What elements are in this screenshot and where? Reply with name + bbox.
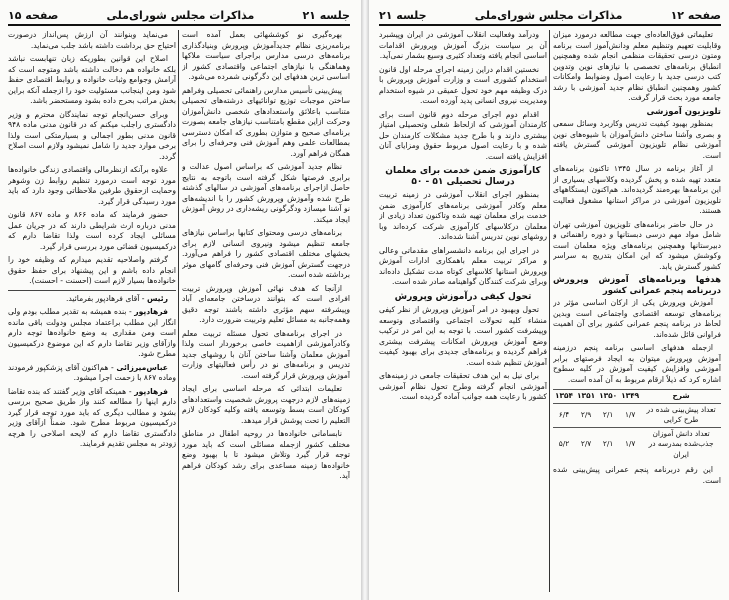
- table-cell: ۱/۷: [619, 403, 641, 427]
- paragraph: در حال حاضر برنامه‌های تلویزیون آموزشی تهران شامل مواد مهم درسی دبستانها و دوره راهنمائی و دبیرستانها وهمچنین برنامه‌های ویژه معلمان است وکوشش میشود که این امکان بتدریج به سراسر کشور گسترش یابد.: [553, 219, 721, 271]
- table-cell: ۶/۴: [553, 403, 575, 427]
- speech-text: همینکه آقای وزیر گفتند که بنده تقاضا دارم اینها را مطالعه کنند واز طریق صحیح بررسی بشود و مطالب دیگری که باید مورد توجه قرار گیرد درکمیسیون مربوط مطرح شود. ضمناً ازآقای وزیر دادگستری تقاضا دارم که لایحه اصلاحی را هرچه زودتر به مجلس تقدیم فرمایند.: [8, 386, 176, 448]
- speaker-name: فرهادپور: [134, 386, 168, 396]
- right-header-title: مذاکرات مجلس شورای‌ملی: [474, 8, 623, 22]
- right-page-left-column: [379, 30, 547, 592]
- section-heading: تلویزیون آموزشی: [646, 106, 721, 117]
- table-cell: ۲/۷: [575, 427, 597, 461]
- paragraph: ودرآمد وفعالیت انقلاب آموزشی در ایران وپیشبرد آن بر سیاست بزرگ آموزش وپرورش اقدامات اساسی انجام یافته وتعداد کثیری وسیع بشمار نمی‌آید.: [379, 30, 547, 60]
- speech: فرهادپور - همینکه آقای وزیر گفتند که بنده تقاضا دارم اینها را مطالعه کنند واز طریق صحیح بررسی بشود و مطالب دیگری که باید مورد توجه قرار گیرد درکمیسیون مربوط مطرح شود. ضمناً ازآقای وزیر دادگستری تقاضا دارم که لایحه اصلاحی را هرچه زودتر به مجلس تقدیم فرمایند.: [8, 386, 176, 448]
- book-gutter: [361, 0, 369, 600]
- table-header-cell: ۱۳۵۰: [597, 390, 619, 404]
- table-row: [553, 427, 721, 461]
- table-header-cell: شرح: [641, 390, 721, 404]
- paragraph: تحول وبهبود در امر آموزش وپرورش از نظر کیفی منشاء کلیه تحولات اجتماعی واقتصادی وتوسعه وپیشرفت کشور است. با توجه به این امر در ترکیب وضع آموزش وپرورش امکانات پیشرفت بیشتری فراهم گردیده و برنامه‌های جدیدی برای بهبود کیفیت آموزش تنظیم شده است.: [379, 305, 547, 367]
- paragraph: تعلیماتی فوق‌العاده‌ای جهت مطالعه درمورد میزان وقابلیت تعهیم وتنظیم معلم ودانش‌آموز است برنامه ومتون درسی تحقیقات منظمی انجام شده وهمچنین انطباق برنامه‌های تخصصی با نیازهای نوین وتدوین کتب درسی جدید با رعایت اصول وضوابط وامکانات کشور وهمچنین انطباق نظام جدید آموزشی با رشد جامعه مورد بحث قرار گرفت.: [553, 30, 721, 102]
- paragraph: برای نیل به این هدف تحقیقات جامعی در زمینه‌های آموزشی انجام گرفته وطرح تحول نظام آموزشی کشور با رعایت همه جوانب آماده گردیده است.: [379, 371, 547, 401]
- paragraph: در اجرای برنامه‌های تحول مسئله تربیت معلم وکادرآموزشی ازاهمیت خاصی برخوردار است ولذا آموزش معلمان وآشنا ساختن آنان با روشهای جدید تدریس و برنامه‌های نو در رأس فعالیتهای وزارت آموزش وپرورش قرار گرفته است.: [182, 328, 350, 380]
- paragraph: تعلیمات ابتدائی که مرحله اساسی برای ایجاد زمینه‌های لازم درجهت پرورش شخصیت واستعدادهای کودکان است بسط وتوسعه یافته وکلیه کودکان لازم التعلیم را تحت پوشش قرار میدهد.: [182, 384, 350, 425]
- table-cell: ۱/۷: [619, 427, 641, 461]
- paragraph: بمنظور بهبود کیفیت تدریس وکاربرد وسائل سمعی و بصری وآشنا ساختن دانش‌آموزان با شیوه‌های نوین آموزشی نظام تلویزیون آموزشی گسترش یافته است.: [553, 119, 721, 160]
- paragraph: می‌نماید وبنوانند آن ارزش پس‌انداز درصورت احتیاج حق برداشت داشته باشد جلب می‌نماید.: [8, 30, 176, 50]
- paragraph: حضور فرمایند که ماده ۸۶۶ و ماده ۸۶۷ قانون مدنی درباره ارث شرایطی دارند که در جریان عمل مسائلی ایجاد کرده است ولذا تقاضا دارم که درکمیسیون قضائی مورد بررسی قرار گیرد.: [8, 210, 176, 251]
- speaker-name: رئیس: [146, 293, 168, 303]
- left-page: [0, 0, 358, 600]
- paragraph: آموزش وپرورش یکی از ارکان اساسی مؤثر در برنامه‌های توسعه اقتصادی واجتماعی است وبدین لحاظ در برنامه پنجم عمرانی کشور برای آن اهمیت فراوانی قائل شده‌اند.: [553, 298, 721, 339]
- table-cell: ۲/۱: [597, 427, 619, 461]
- paragraph: علاوه برآنکه ازنظرمالی واقتصادی زندگی خانواده‌ها مورد توجه است درمورد تنظیم روابط زن وشوهر وحمایت ازحقوق طرفین ملاحظاتی وجود دارد که باید مورد رسیدگی قرار گیرد.: [8, 165, 176, 206]
- paragraph: برنامه‌های درسی ومحتوای کتابها براساس نیازهای جامعه تنظیم میشود ونیروی انسانی لازم برای بخشهای مختلف اقتصادی کشور را فراهم می‌آورد. درجهت گسترش آموزش فنی وحرفه‌ای گامهای موثر برداشته شده است.: [182, 228, 350, 279]
- paragraph: اصلاح این قوانین بطوریکه زبان تنهابست نباشد بلکه خانواده هم دخالت داشته باشد ومتوجه است که آرامش وجوامع وثبات خانواده و روابط اقتصادی حفظ شود ومن اینجانب مسئولیت خود را ازجمله آنکه براین بخش مراتب بحرج داده بشود ومستحضر باشد.: [8, 54, 176, 105]
- table-cell: تعداد دانش آموزان جذب‌شده بمدرسه در ایران: [641, 427, 721, 461]
- table-row: [553, 403, 721, 427]
- divider: [8, 290, 176, 291]
- section-heading: کارآموزی ضمن خدمت برای معلمان درسال تحصیلی ۵۱ - ۵۰: [385, 166, 541, 187]
- table-cell: تعداد پیش‌بینی شده در طرح کرایی: [641, 403, 721, 427]
- table-header-row: [553, 390, 721, 404]
- table-cell: ۲/۹: [575, 403, 597, 427]
- right-page-right-column: [553, 30, 721, 592]
- table-header-cell: ۱۳۴۹: [619, 390, 641, 404]
- speech: فرهادپور - بنده همیشه به تقدیر مطلب بودم ولی انگار این مطلب براعتماد مجلس ودولت باقی مانده است ومن مقداری به وضع خانواده‌ها توجه دارم وازآقای وزیر تقاضا دارم که این موضوع درکمیسیون مطرح شود.: [8, 307, 176, 358]
- left-session-number: جلسه ۲۱: [302, 8, 350, 22]
- paragraph: از آغاز برنامه در سال ۱۳۴۵ تاکنون برنامه‌های متعدد تهیه شده و پخش گردیده وکلاسهای بسیاری از این برنامه‌ها بهره‌مند گردیده‌اند. هم‌اکنون ایستگاههای تلویزیون آموزشی در مراکز استانها مشغول فعالیت هستند.: [553, 164, 721, 215]
- paragraph: پیش‌بینی تأسیس مدارس راهنمائی تحصیلی وفراهم ساختن موجبات توزیع توانائیهای درشته‌های تحصیلی متناسب باعلائق واستعدادهای شخصی دانش‌آموزان وحرکت ازاین مقطع بامتناسب نیازهای جامعه بصورت برنامه‌ای صحیح و متوازن بطوری که امکان دسترسی بمطالعات علمی وهم آموزش فنی وحرفه‌ای را برای همگان فراهم آورد.: [182, 85, 350, 158]
- right-page-header: [379, 6, 721, 26]
- right-page-number: صفحه ۱۲: [670, 8, 721, 22]
- left-page-left-column: [8, 30, 176, 592]
- left-page-header: [8, 6, 350, 26]
- statistics-table: [553, 389, 721, 461]
- column-divider: [549, 30, 550, 592]
- paragraph: بمنظور اجرای انقلاب آموزشی در زمینه تربیت معلم وکادر آموزشی برنامه‌های کارآموزی ضمن خدمت برای معلمان تهیه شده وتاکنون تعداد زیادی از معلمان درکلاسهای کارآموزی شرکت کرده‌اند وبا روشهای نوین تدریس آشنا شده‌اند.: [379, 190, 547, 241]
- speaker-name: عباس‌میرزائی: [116, 362, 168, 372]
- speech: عباس‌میرزائی - هم‌اکنون آقای پزشکپور فرمودند وماده ۸۶۷ با زحمت اجرا میشود.: [8, 362, 176, 382]
- column-divider: [178, 30, 179, 592]
- speaker-name: فرهادپور: [134, 307, 168, 316]
- paragraph: ازآنجا که هدف نهائی آموزش وپرورش تربیت افرادی است که بتوانند درساختن جامعه‌ای آباد وپیشرفته سهم مؤثری داشته باشند توجه دقیق وهمه‌جانبه به مسائل تعلیم وتربیت ضرورت دارد.: [182, 283, 350, 324]
- paragraph: نظام جدید آموزشی که براساس اصول عدالت و برابری فرصتها شکل گرفته است باتوجه به نتایج حاصل ازاجرای برنامه‌های آموزشی در سالهای گذشته طرح شده وآموزش وپرورش کشور را با اندیشه‌های نو آشنا میسازد ودگرگونی ریشه‌داری در روش آموزش ایجاد میکند.: [182, 162, 350, 224]
- speech-text: بنده همیشه به تقدیر مطلب بودم ولی انگار این مطلب براعتماد مجلس ودولت باقی مانده است ومن مقداری به وضع خانواده‌ها توجه دارم وازآقای وزیر تقاضا دارم که این موضوع درکمیسیون مطرح شود.: [8, 307, 176, 358]
- table-header-cell: ۱۳۵۱: [575, 390, 597, 404]
- speech-text: آقای فرهادپور بفرمائید.: [65, 293, 140, 303]
- left-page-right-column: [182, 30, 350, 592]
- left-header-title: مذاکرات مجلس شورای‌ملی: [106, 8, 255, 22]
- speech-text: هم‌اکنون آقای پزشکپور فرمودند وماده ۸۶۷ با زحمت اجرا میشود.: [8, 362, 176, 382]
- paragraph: نخستین اقدام دراین زمینه اجرای مرحله اول قانون استخدام کشوری است و وزارت آموزش وپرورش با درک وظیفه مهم خود تحول عمیقی در شیوه استخدام ومدیریت نیروی انسانی پدید آورده است.: [379, 64, 547, 105]
- left-page-number: صفحه ۱۵: [8, 8, 59, 22]
- paragraph: اقدام دوم اجرای مرحله دوم قانون است برای کارمندان آموزشی که ازلحاظ شغلی وتحصیلی امتیاز بیشتری دارند و با طرح جدید مشکلات کارمندان حل شده و با رعایت اصول مربوط حقوق ومزایای آنان افزایش یافته است.: [379, 109, 547, 161]
- paragraph: وبرای حسن‌انجام توجه نمایندگان محترم و وزیر دادگستری راجلب میکنم که در قانون مدنی ماده ۹۴۸ قانون مدنی بطور اجمالی و بسیارمتکی است ولذا برخی موارد جدید را شامل نمیشود ولازم است اصلاح گردد.: [8, 109, 176, 161]
- table-cell: ۵/۲: [553, 427, 575, 461]
- table-header-cell: ۱۳۵۴: [553, 390, 575, 404]
- paragraph: گرفتم واصلاحیه تقدیم میدارم که وظیفه خود را انجام داده باشم و این پیشنهاد برای حفظ حقوق خانواده‌ها بسیار لازم است (احسنت - احسنت).: [8, 255, 176, 285]
- right-session-number: جلسه ۲۱: [379, 8, 427, 22]
- paragraph: ازجمله هدفهای اساسی برنامه پنجم درزمینه آموزش وپرورش میتوان به ایجاد فرصتهای برابر آموزشی وافزایش کیفیت آموزش در کلیه سطوح اشاره کرد که ذیلاً ارقام مربوط به آن آمده است.: [553, 343, 721, 384]
- right-page: [371, 0, 729, 600]
- paragraph: بهره‌گیری نو کوششهائی بعمل آمده است برنامه‌ریزی نظام جدیدآموزش وپرورش وبنیادگذاری برنامه‌های درسی مدارس براجرای سیاست ملاکها وهماهنگی با نیازهای اجتماعی واقتصادی کشور از اساسی ترین هدفهای این دگرگونی شمرده می‌شود.: [182, 30, 350, 81]
- speech: رئیس - آقای فرهادپور بفرمائید.: [65, 293, 168, 303]
- paragraph: در اجرای این برنامه دانشسراهای مقدماتی وعالی و مراکز تربیت معلم باهمکاری ادارات آموزش وپرورش استانها کلاسهای کوتاه مدت تشکیل داده‌اند وبرای شرکت کنندگان گواهینامه صادر شده است.: [379, 245, 547, 286]
- paragraph: نابسامانی خانواده‌ها در روحیه اطفال در مناطق مختلف کشور ازجمله مسائلی است که باید مورد توجه قرار گیرد وتلاش میشود تا با بهبود وضع خانواده‌ها زمینه مساعدی برای رشد کودکان فراهم آید.: [182, 429, 350, 480]
- section-heading: تحول کیفی درآموزش وپرورش: [394, 291, 532, 302]
- section-heading: هدفها وبرنامه‌های آموزش وپرورش دربرنامه پنجم عمرانی کشور: [553, 275, 721, 296]
- table-note: این رقم دربرنامه پنجم عمرانی پیش‌بینی شده است.: [553, 465, 721, 485]
- table-cell: ۲/۱: [597, 403, 619, 427]
